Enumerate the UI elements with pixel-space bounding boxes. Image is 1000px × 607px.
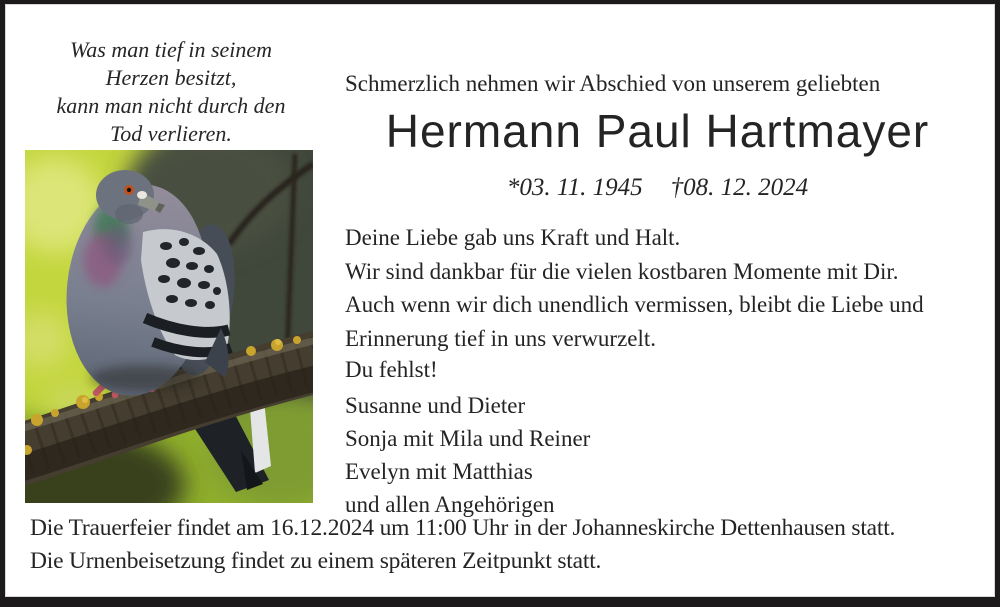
deceased-name: Hermann Paul Hartmayer	[385, 105, 930, 157]
mourner-line: Evelyn mit Matthias	[345, 459, 533, 484]
mourner-line: Susanne und Dieter	[345, 393, 526, 418]
life-dates	[345, 174, 970, 202]
memorial-quote	[25, 36, 317, 148]
condolence-text	[345, 221, 970, 355]
funeral-info-line: Die Trauerfeier findet am 16.12.2024 um 11:00 Uhr in der Johanneskirche Dettenhausen statt.	[30, 515, 896, 541]
quote-line: kann man nicht durch den	[56, 93, 286, 118]
funeral-info	[30, 512, 975, 578]
intro-line: Schmerzlich nehmen wir Abschied von unserem geliebten	[345, 71, 881, 96]
mourner-line: Sonja mit Mila und Reiner	[345, 426, 591, 451]
condolence-line: Wir sind dankbar für die vielen kostbaren Momente mit Dir.	[345, 258, 899, 284]
condolence-line: Deine Liebe gab uns Kraft und Halt.	[345, 225, 681, 250]
pigeon-photo	[25, 150, 313, 503]
death-date: †08. 12. 2024	[670, 174, 809, 201]
birth-date: *03. 11. 1945	[506, 174, 643, 201]
quote-line: Herzen besitzt,	[105, 65, 237, 90]
mourner-line: und allen Angehörigen	[345, 492, 555, 517]
funeral-info-line: Die Urnenbeisetzung findet zu einem späteren Zeitpunkt statt.	[30, 548, 602, 574]
condolence-line: Erinnerung tief in uns verwurzelt.	[345, 325, 657, 351]
mourners-list	[345, 389, 970, 521]
condolence-line: Auch wenn wir dich unendlich vermissen, bleibt die Liebe und	[345, 292, 924, 317]
quote-line: Was man tief in seinem	[69, 37, 273, 62]
quote-line: Tod verlieren.	[110, 121, 232, 146]
missing-line: Du fehlst!	[345, 357, 438, 382]
